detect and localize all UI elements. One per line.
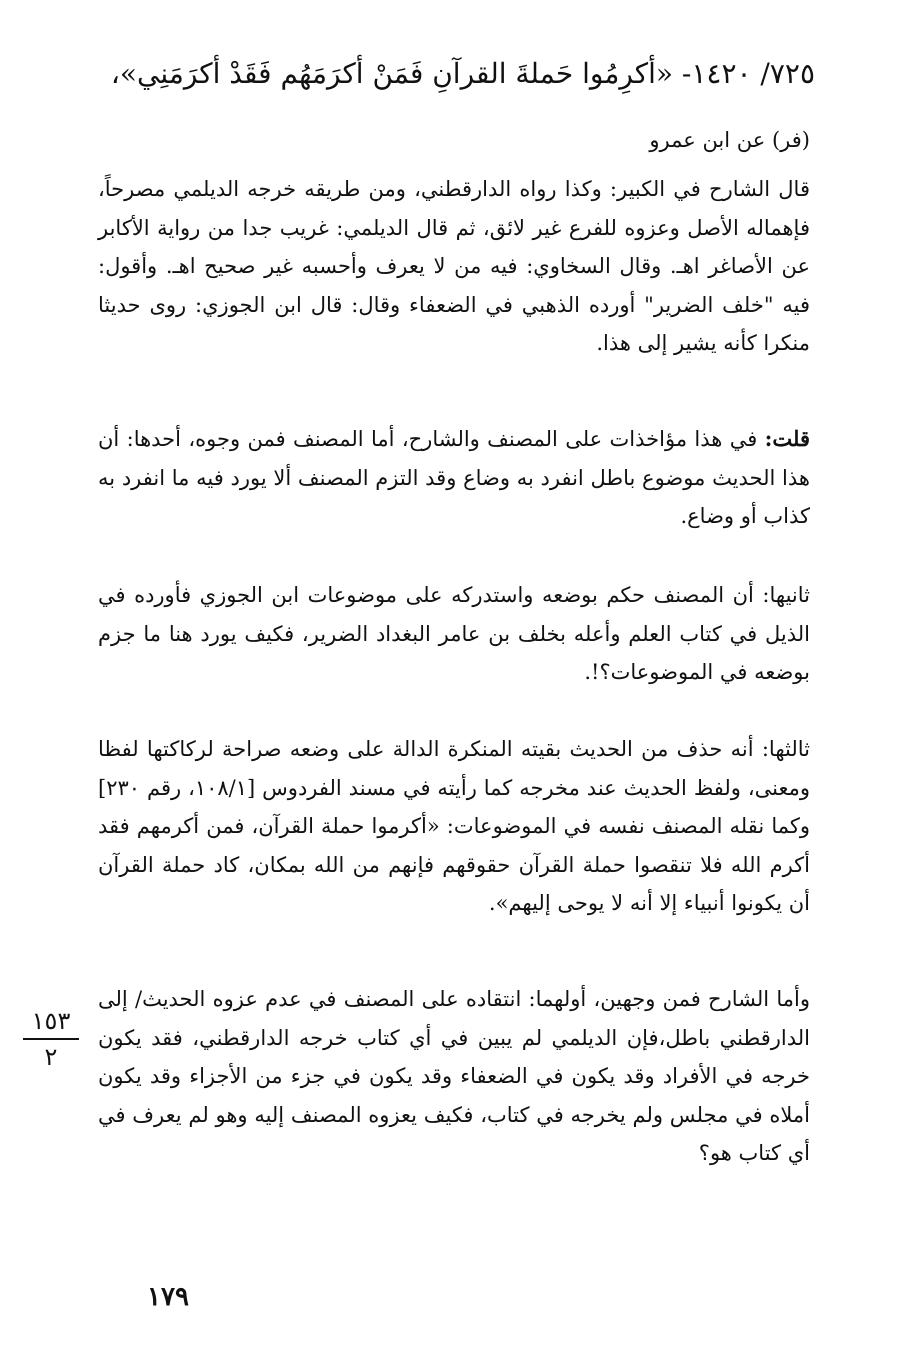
- hadith-source: (فر) عن ابن عمرو: [649, 128, 810, 152]
- commentary-paragraph-5: وأما الشارح فمن وجهين، أولهما: انتقاده على المصنف في عدم عزوه الحديث/ إلى الدارقطني باطل،فإن الديلمي لم يبين في أي كتاب خرجه الدارقطني، فقد يكون خرجه في الأفراد وقد يكون في الضعفاء وقد يكون في جزء من الأجزاء وقد يكون أملاه في مجلس ولم يخرجه في كتاب، فكيف يعزوه المصنف إليه وهو لم يعرف في أي كتاب هو؟: [98, 987, 810, 1165]
- commentary-paragraph-2: [98, 420, 810, 536]
- commentary-paragraph-3: ثانيها: أن المصنف حكم بوضعه واستدركه على موضوعات ابن الجوزي فأورده في الذيل في كتاب العلم وأعله بخلف بن عامر البغداد الضرير، فكيف يورد هنا ما جزم بوضعه في الموضوعات؟!.: [98, 583, 810, 684]
- commentary-paragraph-4: ثالثها: أنه حذف من الحديث بقيته المنكرة الدالة على وضعه صراحة لركاكتها لفظا ومعنى، ولفظ الحديث عند مخرجه كما رأيته في مسند الفردوس [١٠٨/١، رقم ٢٣٠] وكما نقله المصنف نفسه في الموضوعات: «أكرموا حملة القرآن، فمن أكرمهم فقد أكرم الله فلا تنقصوا حملة القرآن حقوقهم فإنهم من الله بمكان، كاد حملة القرآن أن يكونوا أنبياء إلا أنه لا يوحى إليهم».: [98, 737, 810, 915]
- folio-divider: [23, 1038, 79, 1040]
- page-number: ١٧٩: [147, 1282, 189, 1312]
- folio-number: ١٥٣: [31, 1007, 71, 1035]
- folio-side: ٢: [44, 1043, 58, 1071]
- paragraph-lead-word: قلت:: [764, 426, 810, 451]
- paragraph-body: في هذا مؤاخذات على المصنف والشارح، أما المصنف فمن وجوه، أحدها: أن هذا الحديث موضوع باطل انفرد به وضاع وقد التزم المصنف ألا يورد فيه ما انفرد به كذاب أو وضاع.: [98, 427, 810, 528]
- hadith-heading: ٧٢٥/ ١٤٢٠- «أكرِمُوا حَملةَ القرآنِ فَمَنْ أكرَمَهُم فَقَدْ أكرَمَنِي»،: [110, 57, 815, 90]
- commentary-paragraph-1: قال الشارح في الكبير: وكذا رواه الدارقطني، ومن طريقه خرجه الديلمي مصرحاً، فإهماله الأصل وعزوه للفرع غير لائق، ثم قال الديلمي: غريب جدا من رواية الأكابر عن الأصاغر اهـ. وقال السخاوي: فيه من لا يعرف وأحسبه غير صحيح اهـ. وأقول: فيه "خلف الضرير" أورده الذهبي في الضعفاء وقال: قال ابن الجوزي: روى حديثا منكرا كأنه يشير إلى هذا.: [98, 177, 810, 355]
- manuscript-folio-reference: [22, 1006, 80, 1072]
